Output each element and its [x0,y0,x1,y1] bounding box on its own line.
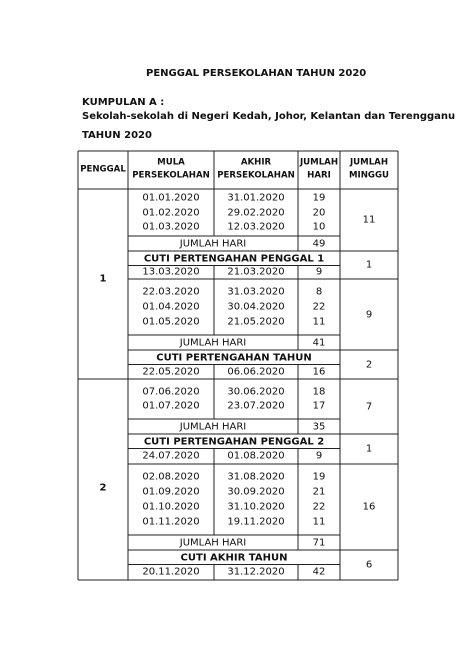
week-count: 2 [365,359,373,370]
end-date: 30.06.2020 [227,386,285,398]
week-count: 9 [365,309,373,320]
break-title: CUTI PERTENGAHAN PENGGAL 2 [143,436,325,447]
break-title: CUTI PERTENGAHAN PENGGAL 1 [143,253,325,264]
day-count: 16 [312,366,326,378]
end-date: 19.11.2020 [227,516,285,528]
header-jumlah-hari: JUMLAH [299,157,339,168]
start-date: 01.07.2020 [142,400,200,412]
day-count: 21 [312,486,326,498]
total-days-label: JUMLAH HARI [179,421,247,432]
end-date: 23.07.2020 [227,400,285,412]
header-jumlah-hari-sub: HARI [307,170,331,181]
start-date: 01.02.2020 [142,207,200,218]
week-count: 6 [365,559,373,571]
header-akhir-sub: PERSEKOLAHAN [217,170,295,181]
end-date: 01.08.2020 [227,450,285,462]
start-date: 24.07.2020 [142,450,200,462]
start-date: 01.10.2020 [142,501,200,513]
penggal-label: 1 [99,273,107,285]
end-date: 21.03.2020 [227,266,285,278]
start-date: 20.11.2020 [142,566,200,578]
start-date: 01.09.2020 [142,486,200,498]
start-date: 22.03.2020 [142,286,200,298]
total-days-value: 41 [312,337,326,348]
day-count: 19 [312,192,326,204]
day-count: 11 [312,316,326,328]
end-date: 21.05.2020 [227,316,285,328]
end-date: 30.09.2020 [227,486,285,498]
day-count: 17 [312,400,326,412]
year-label: TAHUN 2020 [82,130,152,141]
day-count: 22 [312,301,326,313]
start-date: 13.03.2020 [142,266,200,278]
total-days-value: 71 [312,537,326,548]
end-date: 30.04.2020 [227,301,285,313]
day-count: 9 [315,450,323,462]
document-title: PENGGAL PERSEKOLAHAN TAHUN 2020 [146,68,367,79]
week-count: 16 [362,501,376,513]
start-date: 01.11.2020 [142,516,200,528]
day-count: 11 [312,516,326,528]
break-title: CUTI PERTENGAHAN TAHUN [156,352,312,363]
header-jumlah-minggu-sub: MINGGU [348,170,390,181]
day-count: 18 [312,386,326,398]
week-count: 7 [365,401,373,412]
header-jumlah-minggu: JUMLAH [349,157,389,168]
day-count: 22 [312,501,326,513]
total-days-value: 35 [312,421,326,432]
day-count: 8 [315,286,323,298]
end-date: 31.08.2020 [227,471,285,483]
break-title: CUTI AKHIR TAHUN [180,552,288,563]
header-akhir: AKHIR [240,157,272,168]
total-days-value: 49 [312,238,326,249]
end-date: 31.03.2020 [227,286,285,298]
end-date: 31.01.2020 [227,192,285,204]
start-date: 01.03.2020 [142,221,200,233]
group-label: KUMPULAN A : [82,97,165,108]
day-count: 9 [315,266,323,278]
penggal-label: 2 [99,482,107,494]
day-count: 20 [312,207,326,218]
end-date: 06.06.2020 [227,366,285,378]
day-count: 10 [312,221,326,233]
start-date: 01.05.2020 [142,316,200,328]
end-date: 31.10.2020 [227,501,285,513]
header-mula-sub: PERSEKOLAHAN [132,170,210,181]
header-penggal: PENGGAL [80,164,126,175]
start-date: 01.04.2020 [142,301,200,313]
start-date: 07.06.2020 [142,386,200,398]
week-count: 11 [362,214,376,226]
total-days-label: JUMLAH HARI [179,537,247,548]
total-days-label: JUMLAH HARI [179,238,247,249]
start-date: 22.05.2020 [142,366,200,378]
day-count: 42 [312,566,326,578]
week-count: 1 [365,259,373,271]
week-count: 1 [365,443,373,455]
start-date: 01.01.2020 [142,192,200,204]
header-mula: MULA [157,157,185,168]
total-days-label: JUMLAH HARI [179,337,247,348]
end-date: 12.03.2020 [227,221,285,233]
day-count: 19 [312,471,326,483]
group-description: Sekolah-sekolah di Negeri Kedah, Johor, Kelantan dan Terengganu [82,111,456,122]
end-date: 29.02.2020 [227,207,285,218]
end-date: 31.12.2020 [227,566,285,578]
start-date: 02.08.2020 [142,471,200,483]
